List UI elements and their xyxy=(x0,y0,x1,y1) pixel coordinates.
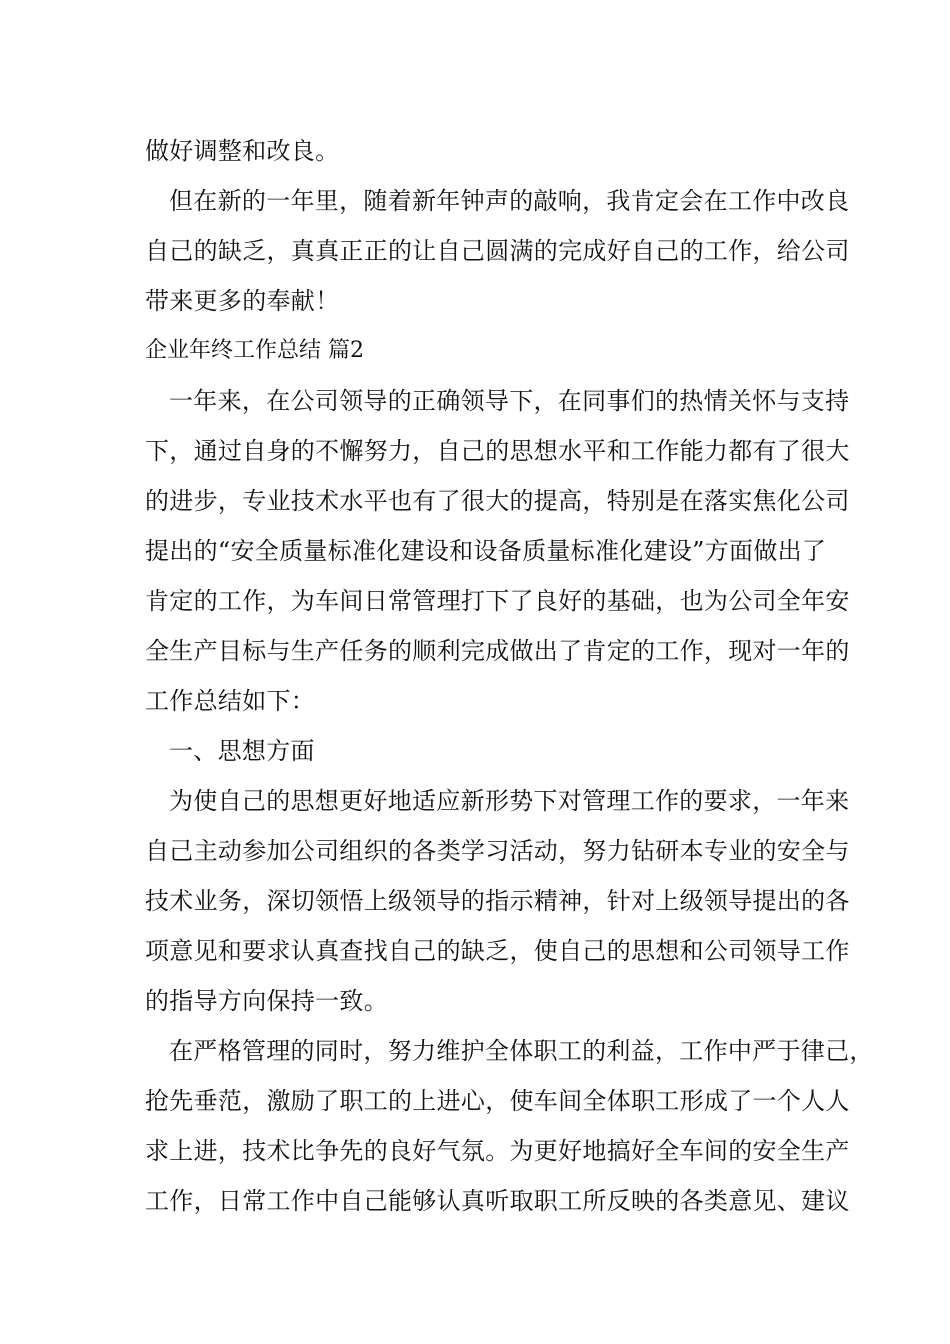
subsection-heading: 一、思想方面 xyxy=(169,737,315,765)
paragraph-line: 下，通过自身的不懈努力，自己的思想水平和工作能力都有了很大 xyxy=(145,437,850,465)
paragraph-line: 全生产目标与生产任务的顺利完成做出了肯定的工作，现对一年的 xyxy=(145,637,850,665)
paragraph-line: 带来更多的奉献！ xyxy=(145,287,340,315)
paragraph-line: 的指导方向保持一致。 xyxy=(145,987,388,1015)
paragraph-line: 提出的“安全质量标准化建设和设备质量标准化建设”方面做出了 xyxy=(145,537,827,565)
paragraph-line: 但在新的一年里，随着新年钟声的敲响，我肯定会在工作中改良 xyxy=(169,187,850,215)
paragraph-line: 自己主动参加公司组织的各类学习活动，努力钻研本专业的安全与 xyxy=(145,837,850,865)
paragraph-line: 技术业务，深切领悟上级领导的指示精神，针对上级领导提出的各 xyxy=(145,887,850,915)
paragraph-line: 做好调整和改良。 xyxy=(145,137,340,165)
paragraph-line: 为使自己的思想更好地适应新形势下对管理工作的要求，一年来 xyxy=(169,787,850,815)
paragraph-line: 求上进，技术比争先的良好气氛。为更好地搞好全车间的安全生产 xyxy=(145,1137,850,1165)
paragraph-line: 自己的缺乏，真真正正的让自己圆满的完成好自己的工作，给公司 xyxy=(145,237,850,265)
paragraph-line: 肯定的工作，为车间日常管理打下了良好的基础，也为公司全年安 xyxy=(145,587,850,615)
paragraph-line: 抢先垂范，激励了职工的上进心，使车间全体职工形成了一个人人 xyxy=(145,1087,850,1115)
paragraph-line: 项意见和要求认真查找自己的缺乏，使自己的思想和公司领导工作 xyxy=(145,937,850,965)
paragraph-line: 工作，日常工作中自己能够认真听取职工所反映的各类意见、建议 xyxy=(145,1187,850,1215)
paragraph-line: 一年来，在公司领导的正确领导下，在同事们的热情关怀与支持 xyxy=(169,387,850,415)
section-title: 企业年终工作总结 篇2 xyxy=(145,338,364,363)
paragraph-line: 在严格管理的同时，努力维护全体职工的利益，工作中严于律己， xyxy=(169,1037,874,1065)
paragraph-line: 的进步，专业技术水平也有了很大的提高，特别是在落实焦化公司 xyxy=(145,487,850,515)
paragraph-line: 工作总结如下： xyxy=(145,687,316,715)
